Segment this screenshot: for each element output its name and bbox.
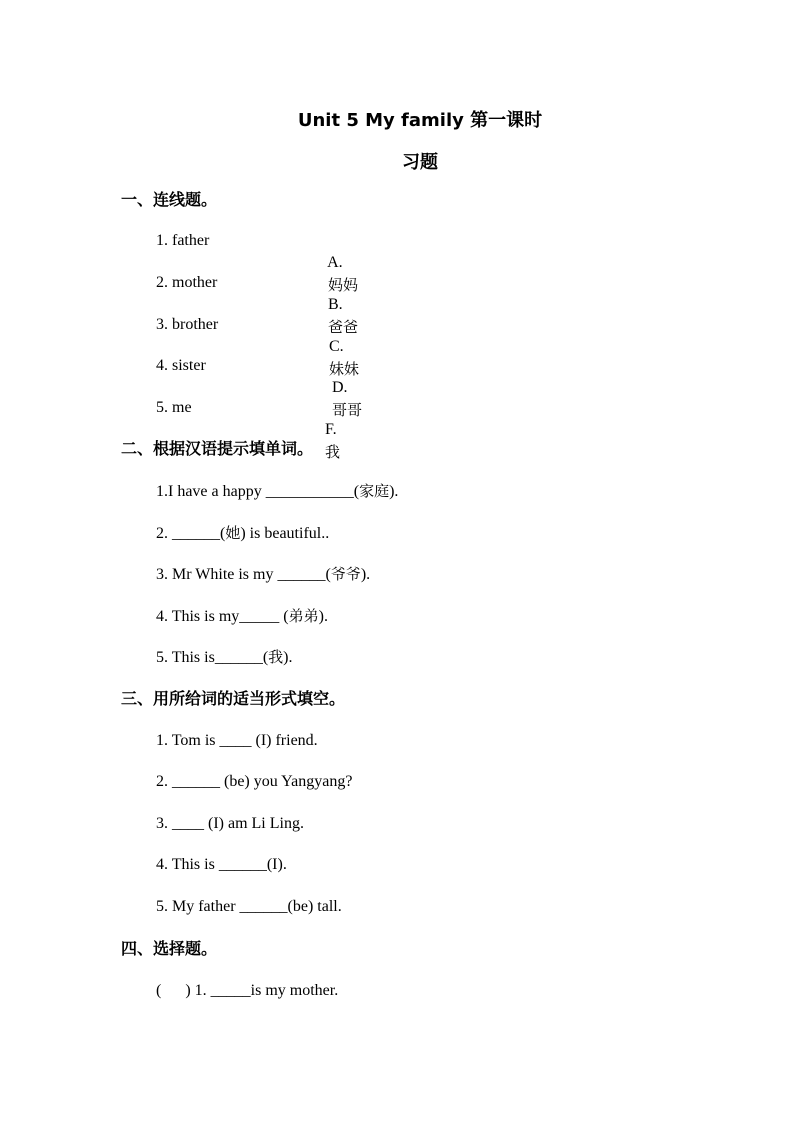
- chinese-hint: 爷爷: [330, 565, 361, 583]
- match-english: 5. me: [156, 399, 192, 416]
- question-item: [156, 480, 398, 503]
- match-letter: F.: [325, 421, 337, 438]
- chinese-hint: 我: [268, 648, 284, 666]
- match-letter: B.: [328, 296, 343, 313]
- question-item: 4. This is ______(I).: [156, 856, 287, 873]
- match-english: 3. brother: [156, 316, 219, 333]
- chinese-hint: 弟弟: [288, 607, 319, 625]
- question-text: 4. This is my_____ (: [156, 608, 289, 625]
- question-item: 2. ______ (be) you Yangyang?: [156, 773, 353, 790]
- question-text-end: ) is beautiful..: [240, 525, 330, 542]
- match-letter: C.: [329, 338, 344, 355]
- match-chinese-word: 爸爸: [328, 318, 359, 336]
- question-item: ( ) 1. _____is my mother.: [156, 982, 339, 999]
- question-item: 1. Tom is ____ (I) friend.: [156, 732, 318, 749]
- question-text-end: ).: [283, 649, 293, 666]
- match-letter: D.: [332, 379, 348, 396]
- match-chinese-word: 哥哥: [332, 401, 363, 419]
- title-line-2: 习题: [402, 152, 438, 173]
- title-line-1: Unit 5 My family 第一课时: [297, 110, 543, 131]
- question-item: 3. ____ (I) am Li Ling.: [156, 815, 304, 832]
- section-heading: 四、选择题。: [121, 939, 218, 958]
- chinese-hint: 她: [225, 524, 241, 542]
- match-english: 1. father: [156, 232, 210, 249]
- section-heading: 三、用所给词的适当形式填空。: [121, 689, 346, 708]
- question-item: [156, 605, 328, 628]
- question-item: [156, 646, 293, 669]
- question-text: 3. Mr White is my ______(: [156, 566, 331, 583]
- question-item: [156, 563, 370, 586]
- section-heading: 二、根据汉语提示填单词。: [121, 439, 314, 458]
- question-item: 5. My father ______(be) tall.: [156, 898, 342, 915]
- chinese-hint: 家庭: [359, 482, 390, 500]
- match-chinese-word: 我: [325, 443, 341, 461]
- match-english: 4. sister: [156, 357, 206, 374]
- question-item: [156, 522, 329, 545]
- question-text-end: ).: [389, 483, 399, 500]
- question-text: 5. This is______(: [156, 649, 269, 666]
- match-chinese-word: 妈妈: [328, 276, 359, 294]
- question-text: 2. ______(: [156, 525, 226, 542]
- match-letter: A.: [327, 254, 343, 271]
- match-english: 2. mother: [156, 274, 218, 291]
- question-text-end: ).: [360, 566, 371, 583]
- section-heading: 一、连线题。: [121, 190, 218, 209]
- question-text: 1.I have a happy ___________(: [156, 483, 360, 500]
- match-chinese-word: 妹妹: [329, 360, 360, 378]
- question-text-end: ).: [318, 608, 328, 625]
